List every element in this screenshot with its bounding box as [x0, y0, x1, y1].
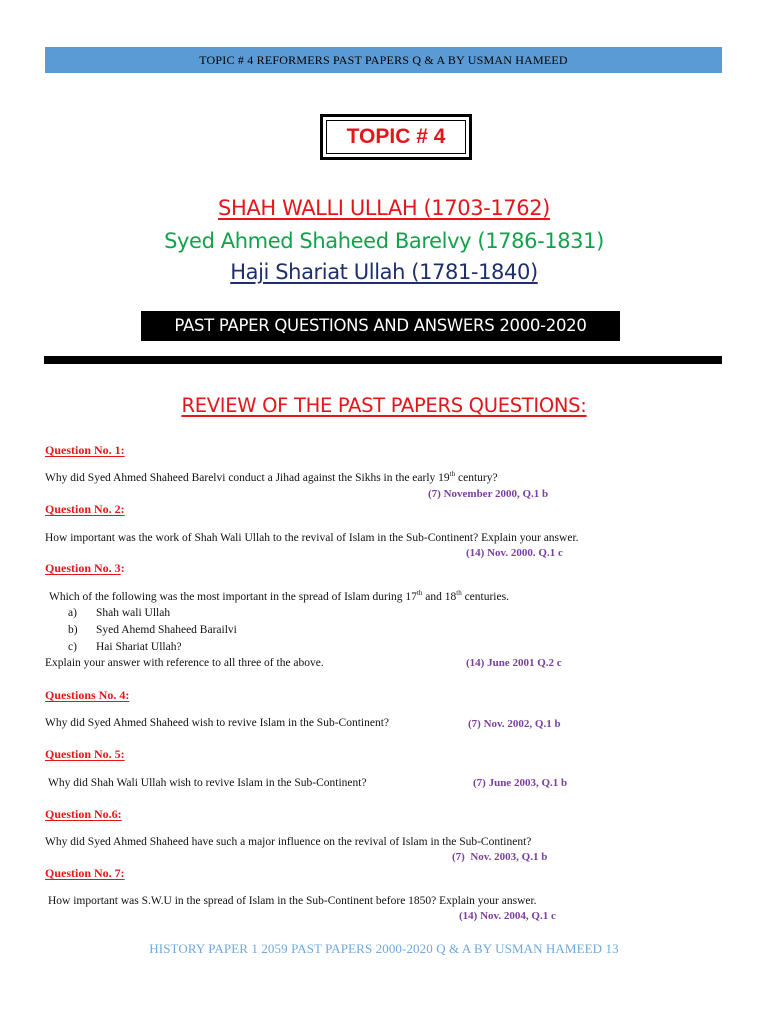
- option-marker: b): [68, 624, 78, 636]
- question-3-label-wrap: [45, 561, 125, 576]
- question-3-text-a: Which of the following was the most important in the spread of Islam during 17: [49, 591, 417, 603]
- question-3-option-c: [68, 641, 182, 653]
- question-2-reference: (14) Nov. 2000. Q.1 c: [466, 547, 563, 559]
- reformer-syed-ahmed-shaheed: Syed Ahmed Shaheed Barelvy (1786-1831): [164, 229, 604, 253]
- question-2-label: Question No. 2:: [45, 502, 125, 516]
- question-3-option-a: [68, 607, 170, 619]
- question-4-text: Why did Syed Ahmed Shaheed wish to revive Islam in the Sub-Continent?: [45, 717, 389, 729]
- question-5-text: Why did Shah Wali Ullah wish to revive Islam in the Sub-Continent?: [48, 777, 367, 789]
- option-marker: a): [68, 607, 77, 619]
- page-footer: HISTORY PAPER 1 2059 PAST PAPERS 2000-2020 Q & A BY USMAN HAMEED 13: [149, 941, 619, 956]
- review-title: REVIEW OF THE PAST PAPERS QUESTIONS:: [181, 394, 587, 417]
- section-divider: [44, 356, 722, 364]
- past-paper-banner: PAST PAPER QUESTIONS AND ANSWERS 2000-2020: [141, 311, 620, 341]
- question-1-text-b: century?: [455, 472, 498, 484]
- question-1-sup: th: [449, 470, 456, 479]
- question-2-text: How important was the work of Shah Wali Ullah to the revival of Islam in the Sub-Continent? Explain your answer.: [45, 532, 579, 544]
- question-4-reference: (7) Nov. 2002, Q.1 b: [468, 718, 561, 730]
- question-3-option-b: [68, 624, 237, 636]
- option-marker: c): [68, 641, 77, 653]
- question-4-label: Questions No. 4:: [45, 688, 130, 702]
- option-text: Hai Shariat Ullah?: [96, 641, 182, 653]
- option-text: Shah wali Ullah: [96, 607, 171, 619]
- question-3-sup-2: th: [456, 589, 462, 598]
- topic-box: [320, 114, 472, 160]
- topic-label: TOPIC # 4: [326, 120, 466, 154]
- question-6-text: Why did Syed Ahmed Shaheed have such a major influence on the revival of Islam in the Sub-Continent?: [45, 836, 532, 848]
- question-7-text: How important was S.W.U in the spread of Islam in the Sub-Continent before 1850? Explain your answer.: [48, 895, 537, 907]
- question-3-label-colon: :: [120, 561, 125, 575]
- question-6-reference: (7) Nov. 2003, Q.1 b: [452, 851, 548, 863]
- question-1-text-a: Why did Syed Ahmed Shaheed Barelvi conduct a Jihad against the Sikhs in the early 19: [45, 472, 450, 484]
- question-6-label: Question No.6:: [45, 807, 122, 821]
- question-5-reference: (7) June 2003, Q.1 b: [473, 777, 568, 789]
- question-7-label: Question No. 7:: [45, 866, 125, 880]
- question-7-reference: (14) Nov. 2004, Q.1 c: [459, 910, 556, 922]
- question-3-sup-1: th: [416, 589, 423, 598]
- question-3-text: [49, 591, 509, 603]
- question-5-label: Question No. 5:: [45, 747, 125, 761]
- question-1-reference: (7) November 2000, Q.1 b: [428, 488, 549, 500]
- reformer-haji-shariat-ullah: Haji Shariat Ullah (1781-1840): [230, 260, 538, 284]
- reformer-shah-walli-ullah: SHAH WALLI ULLAH (1703-1762): [218, 196, 550, 220]
- question-3-label: Question No. 3: [45, 561, 121, 575]
- option-text: Syed Ahemd Shaheed Barailvi: [96, 624, 237, 636]
- question-3-reference: (14) June 2001 Q.2 c: [466, 657, 562, 669]
- page-header: TOPIC # 4 REFORMERS PAST PAPERS Q & A BY USMAN HAMEED: [45, 47, 722, 73]
- question-1-label: Question No. 1:: [45, 443, 125, 457]
- question-3-text-b: and 18: [422, 591, 457, 603]
- question-3-explain: Explain your answer with reference to all three of the above.: [45, 657, 324, 669]
- question-3-text-c: centuries.: [461, 591, 509, 603]
- question-1-text: [45, 472, 498, 484]
